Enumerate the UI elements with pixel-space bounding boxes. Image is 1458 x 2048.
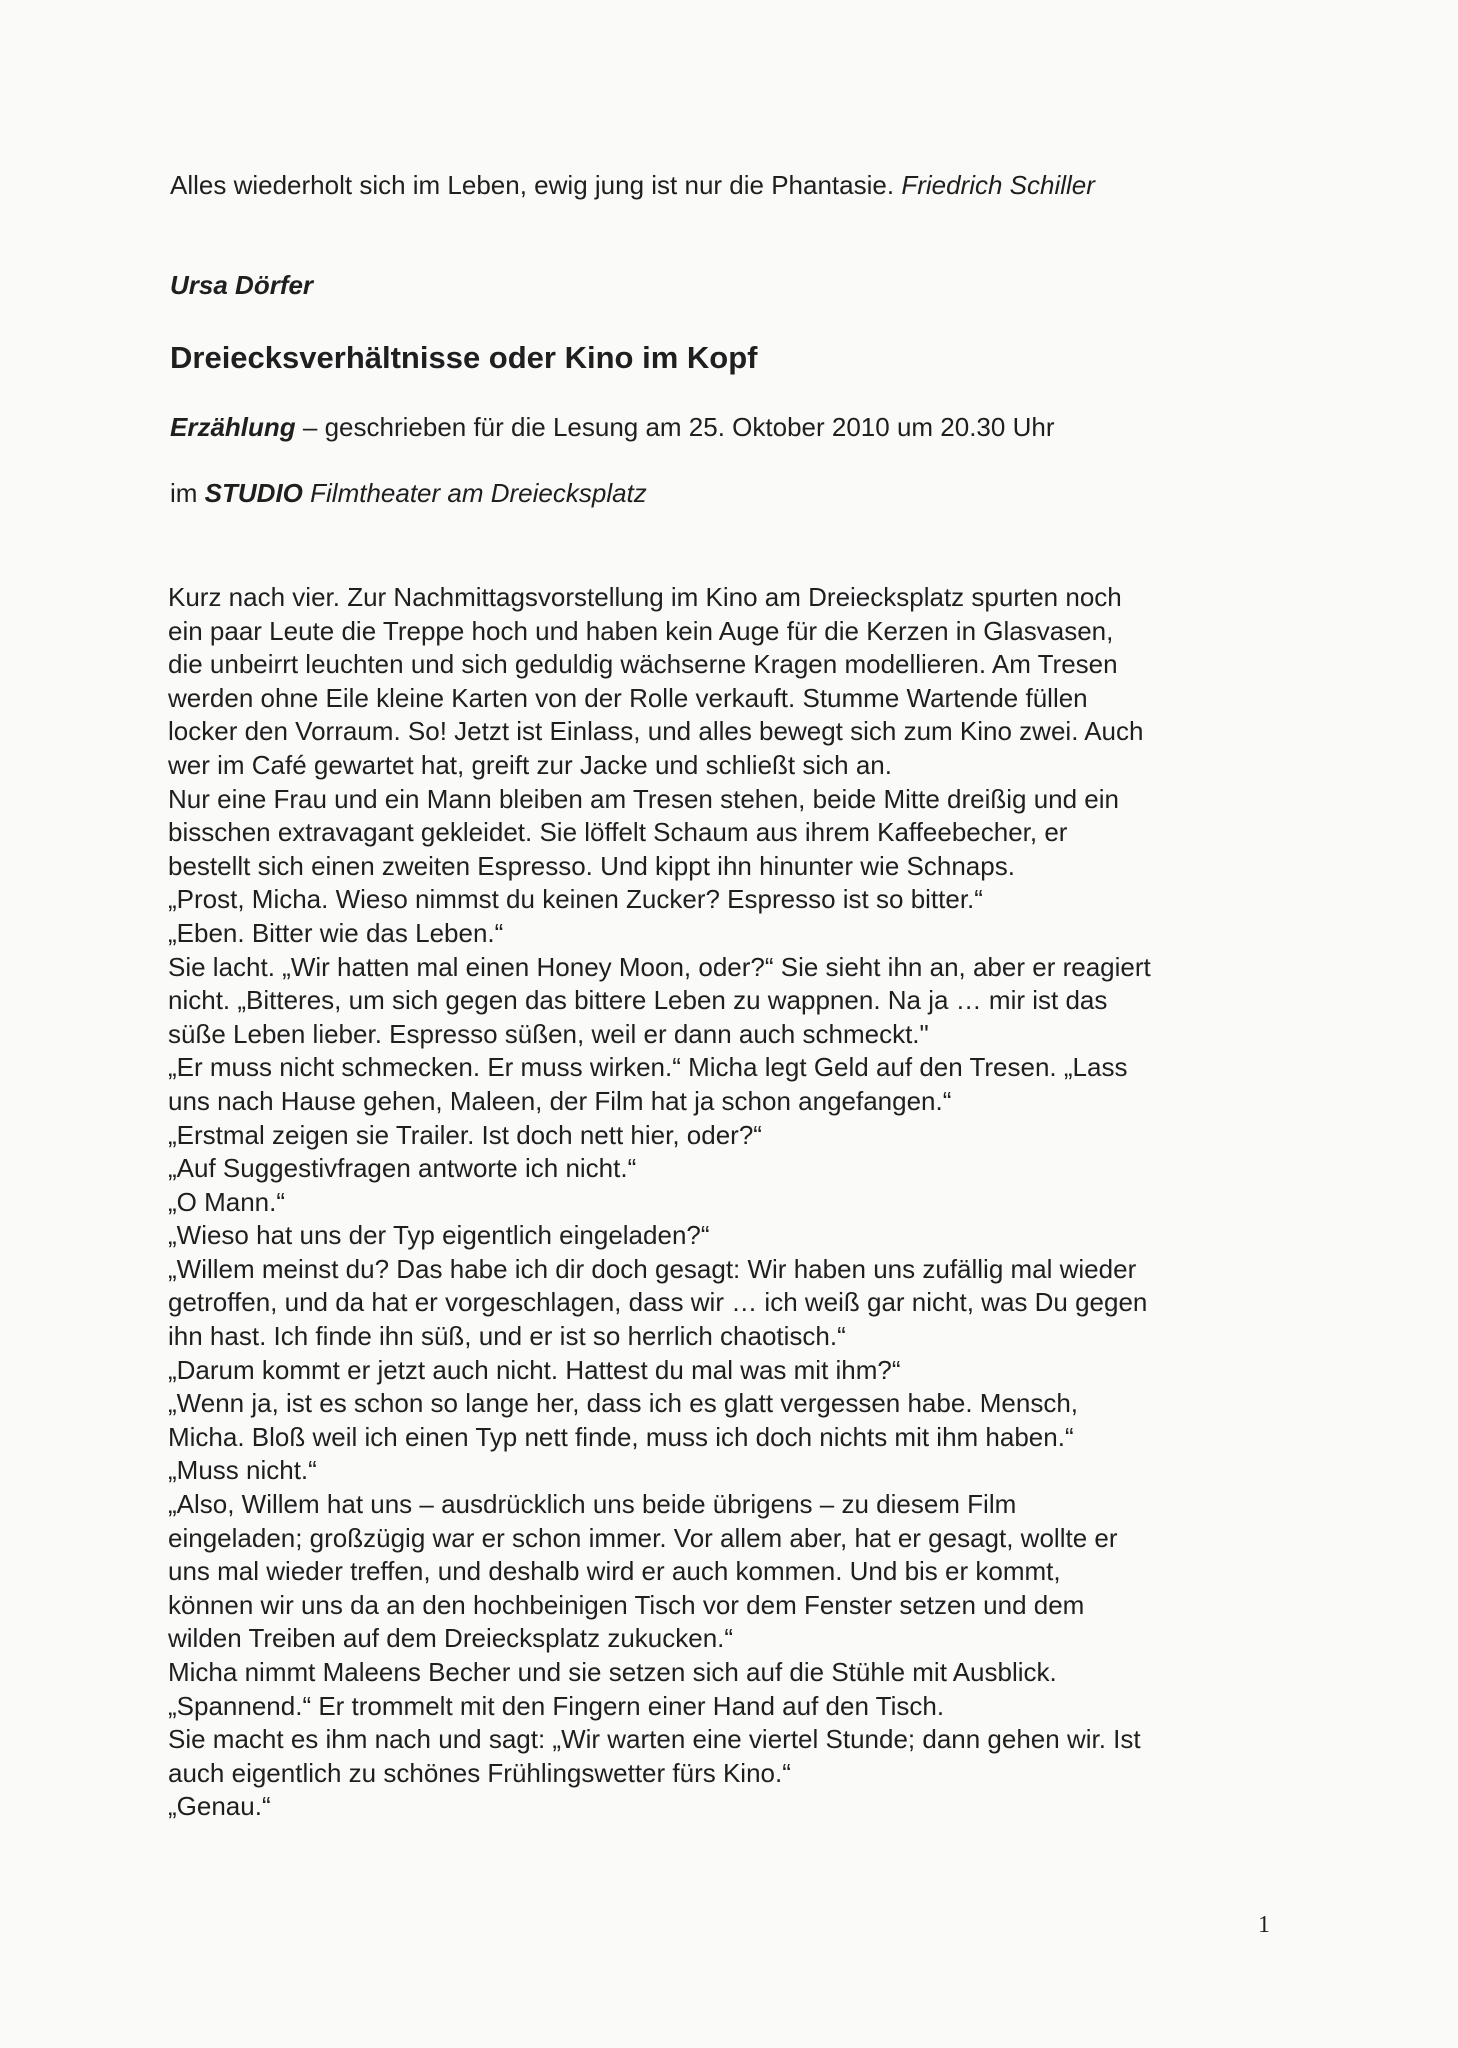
epigraph-quote: Alles wiederholt sich im Leben, ewig jung ist nur die Phantasie.: [170, 170, 895, 200]
body-line: eingeladen; großzügig war er schon immer. Vor allem aber, hat er gesagt, wollte er: [168, 1522, 1118, 1553]
body-line: „Spannend.“ Er trommelt mit den Fingern einer Hand auf den Tisch.: [168, 1690, 945, 1721]
body-line: bestellt sich einen zweiten Espresso. Und kippt ihn hinunter wie Schnaps.: [168, 850, 1015, 881]
body-line: Sie lacht. „Wir hatten mal einen Honey Moon, oder?“ Sie sieht ihn an, aber er reagiert: [168, 951, 1151, 982]
body-line: Micha nimmt Maleens Becher und sie setzen sich auf die Stühle mit Ausblick.: [168, 1657, 1057, 1687]
body-line: „Auf Suggestivfragen antworte ich nicht.“: [168, 1153, 637, 1184]
body-line: die unbeirrt leuchten und sich geduldig wächserne Kragen modellieren. Am Tresen: [168, 649, 1118, 680]
body-line: „Also, Willem hat uns – ausdrücklich uns beide übrigens – zu diesem Film: [168, 1489, 1017, 1520]
body-line: „Genau.“: [168, 1791, 271, 1822]
body-line: „Wieso hat uns der Typ eigentlich eingeladen?“: [168, 1220, 710, 1251]
body-line: uns mal wieder treffen, und deshalb wird er auch kommen. Und bis er kommt,: [168, 1556, 1061, 1587]
subtitle: [170, 410, 1054, 444]
epigraph: [170, 168, 1095, 202]
body-line: ihn hast. Ich finde ihn süß, und er ist so herrlich chaotisch.“: [168, 1321, 846, 1352]
body-line: Nur eine Frau und ein Mann bleiben am Tresen stehen, beide Mitte dreißig und ein: [168, 783, 1120, 814]
body-line: „Willem meinst du? Das habe ich dir doch gesagt: Wir haben uns zufällig mal wieder: [168, 1253, 1137, 1284]
body-line: auch eigentlich zu schönes Frühlingswetter fürs Kino.“: [168, 1757, 791, 1788]
body-line: Sie macht es ihm nach und sagt: „Wir warten eine viertel Stunde; dann gehen wir. Ist: [168, 1724, 1141, 1755]
venue-prefix: im: [170, 478, 205, 508]
body-line: süße Leben lieber. Espresso süßen, weil er dann auch schmeckt.": [168, 1018, 929, 1049]
body-line: Kurz nach vier. Zur Nachmittagsvorstellung im Kino am Dreiecksplatz spurten noch: [168, 582, 1122, 612]
body-line: „Prost, Micha. Wieso nimmst du keinen Zucker? Espresso ist so bitter.“: [168, 884, 983, 915]
body-line: uns nach Hause gehen, Maleen, der Film hat ja schon angefangen.“: [168, 1085, 952, 1116]
body-line: „Erstmal zeigen sie Trailer. Ist doch nett hier, oder?“: [168, 1119, 762, 1150]
body-line: ein paar Leute die Treppe hoch und haben kein Auge für die Kerzen in Glasvasen,: [168, 615, 1114, 646]
body-line: Micha. Bloß weil ich einen Typ nett finde, muss ich doch nichts mit ihm haben.“: [168, 1421, 1074, 1452]
body-line: nicht. „Bitteres, um sich gegen das bittere Leben zu wappnen. Na ja … mir ist das: [168, 985, 1108, 1016]
body-line: „Darum kommt er jetzt auch nicht. Hattest du mal was mit ihm?“: [168, 1354, 901, 1385]
body-line: können wir uns da an den hochbeinigen Tisch vor dem Fenster setzen und dem: [168, 1589, 1085, 1620]
subtitle-text: – geschrieben für die Lesung am 25. Oktober 2010 um 20.30 Uhr: [295, 412, 1055, 442]
venue-place: Filmtheater am Dreiecksplatz: [302, 478, 647, 508]
document-title: Dreiecksverhältnisse oder Kino im Kopf: [170, 340, 758, 375]
body-line: wilden Treiben auf dem Dreiecksplatz zukucken.“: [168, 1623, 734, 1654]
venue-line: [170, 476, 647, 510]
body-line: werden ohne Eile kleine Karten von der Rolle verkauft. Stumme Wartende füllen: [168, 682, 1088, 713]
body-line: bisschen extravagant gekleidet. Sie löffelt Schaum aus ihrem Kaffeebecher, er: [168, 817, 1068, 848]
body-line: „Eben. Bitter wie das Leben.“: [168, 917, 504, 948]
epigraph-attribution: Friedrich Schiller: [901, 170, 1095, 200]
body-line: wer im Café gewartet hat, greift zur Jacke und schließt sich an.: [168, 749, 892, 780]
story-body: [168, 581, 1288, 1824]
body-line: „O Mann.“: [168, 1186, 286, 1217]
body-line: „Wenn ja, ist es schon so lange her, dass ich es glatt vergessen habe. Mensch,: [168, 1388, 1079, 1419]
body-line: „Muss nicht.“: [168, 1455, 317, 1486]
body-line: „Er muss nicht schmecken. Er muss wirken.“ Micha legt Geld auf den Tresen. „Lass: [168, 1052, 1128, 1083]
body-line: getroffen, und da hat er vorgeschlagen, dass wir … ich weiß gar nicht, was Du gegen: [168, 1287, 1148, 1318]
author-name: Ursa Dörfer: [170, 270, 314, 300]
body-line: locker den Vorraum. So! Jetzt ist Einlass, und alles bewegt sich zum Kino zwei. Auch: [168, 716, 1144, 747]
subtitle-genre: Erzählung: [170, 412, 296, 442]
venue-studio: STUDIO: [204, 478, 303, 508]
page-number: 1: [1258, 1912, 1270, 1938]
